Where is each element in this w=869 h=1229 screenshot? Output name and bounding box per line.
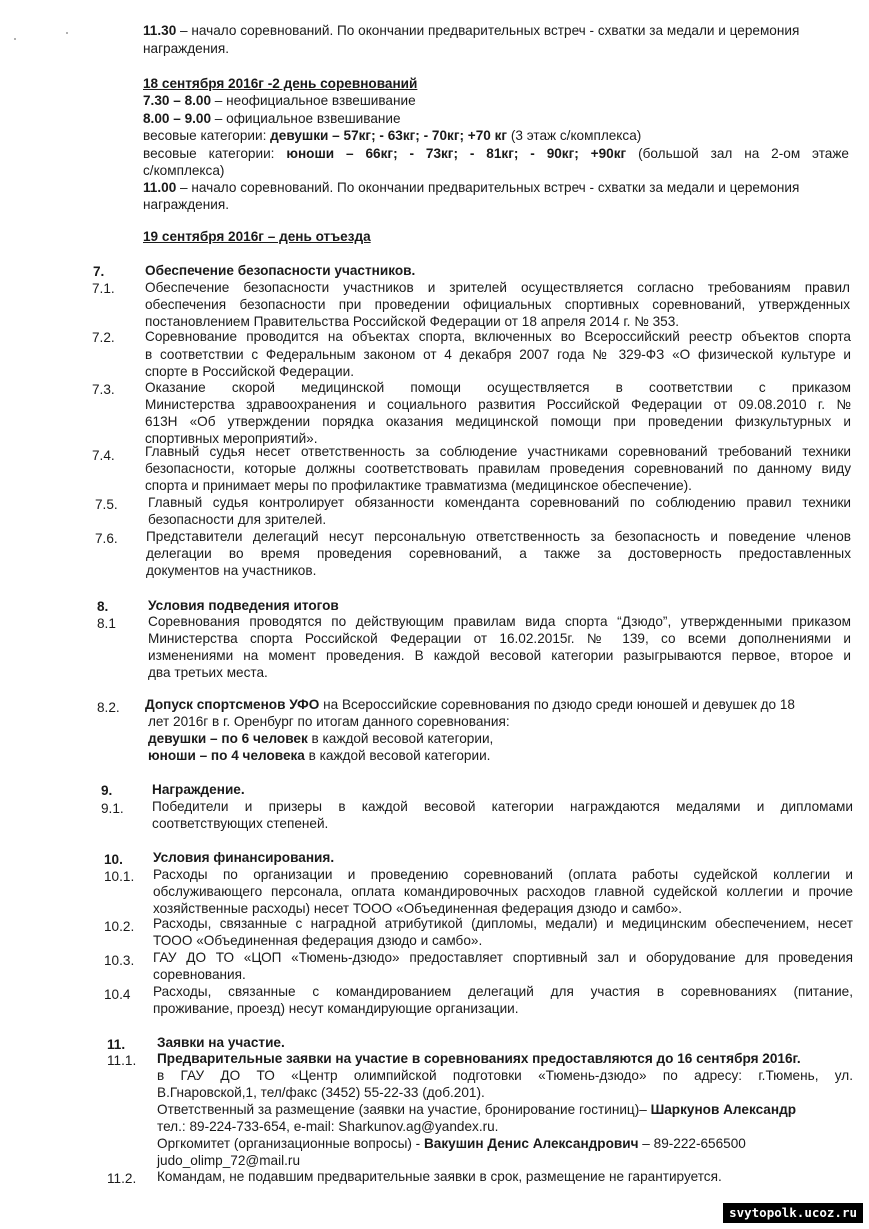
day2-start-text: – начало соревнований. По окончании предварительных встреч - схватки за медали и церемония: [176, 180, 800, 195]
item-7-6-line: делегации во время проведения соревнований, а также за достоверность предоставленных: [146, 546, 851, 561]
site-watermark: svytopolk.ucoz.ru: [723, 1203, 863, 1223]
day2-boys-categories-line2: с/комплекса): [143, 163, 225, 178]
responsible-name: Шаркунов Александр: [650, 1102, 797, 1117]
girls-weights: девушки – 57кг; - 63кг; - 70кг; +70 кг: [270, 128, 508, 143]
item-11-1-number: 11.1.: [107, 1053, 137, 1068]
item-10-1-line: хозяйственные расходы) несет ТООО «Объединенная федерация дзюдо и самбо».: [153, 901, 683, 916]
day1-start-text: – начало соревнований. По окончании предварительных встреч - схватки за медали и церемония: [176, 23, 800, 38]
section-9-title: Награждение.: [152, 782, 245, 797]
item-7-3-line: Оказание скорой медицинской помощи осуществляется в соответствии с приказом: [145, 380, 851, 395]
item-11-1-responsible: [157, 1101, 796, 1118]
item-11-1-deadline: Предварительные заявки на участие в соревнованиях предоставляются до 16 сентября 2016г.: [157, 1051, 801, 1066]
day2-start-time: 11.00: [143, 180, 177, 195]
item-11-1-orgcommittee: [157, 1135, 746, 1152]
day2-boys-categories: [143, 145, 849, 162]
responsible-prefix: Ответственный за размещение (заявки на участие, бронирование гостиниц)–: [157, 1102, 651, 1117]
orgcommittee-name: Вакушин Денис Александрович: [423, 1136, 639, 1151]
item-8-1-line: Соревнования проводятся по действующим правилам вида спорта “Дзюдо”, утвержденными приказом: [148, 614, 851, 629]
item-9-1-number: 9.1.: [101, 801, 124, 816]
item-8-2-boys-quota: [148, 747, 490, 764]
girls-quota: девушки – по 6 человек: [148, 731, 308, 746]
section-9-number: 9.: [101, 783, 113, 798]
day2-official-weighin: [143, 110, 401, 127]
item-9-1-line: соответствующих степеней.: [152, 816, 329, 831]
item-7-4-line: безопасности, которые должны соответствовать правилам проведения соревнований по данному виду: [145, 461, 851, 476]
item-10-2-number: 10.2.: [104, 919, 135, 934]
item-11-1-orgcommittee-email: judo_olimp_72@mail.ru: [157, 1153, 301, 1168]
item-8-2-girls-quota: [148, 730, 493, 747]
unofficial-time: 7.30 – 8.00: [143, 93, 212, 108]
item-8-1-line: Министерства спорта Российской Федерации от 16.02.2015г. № 139, со всеми дополнениями и: [148, 631, 851, 646]
item-8-1-line: два третьих места.: [148, 665, 268, 680]
item-7-4-line: Главный судья несет ответственность за соблюдение участниками соревнований требований техники: [145, 444, 851, 459]
unofficial-text: – неофициальное взвешивание: [211, 93, 416, 108]
item-7-4-line: спорта и принимает меры по профилактике травматизма (медицинское обеспечение).: [145, 478, 692, 493]
scan-speck: [66, 32, 68, 34]
item-11-2-text: Командам, не подавшим предварительные заявки в срок, размещение не гарантируется.: [157, 1169, 722, 1184]
official-text: – официальное взвешивание: [211, 111, 401, 126]
day2-heading: 18 сентября 2016г -2 день соревнований: [143, 76, 418, 91]
item-7-1-line: Обеспечение безопасности участников и зрителей осуществляется согласно требованиям правил: [145, 280, 850, 295]
item-8-2-number: 8.2.: [97, 700, 120, 715]
official-time: 8.00 – 9.00: [143, 111, 212, 126]
day2-start-line: [143, 179, 799, 196]
item-7-6-number: 7.6.: [95, 531, 118, 546]
day1-start-line2: награждения.: [143, 41, 229, 56]
item-7-3-line: спортивных мероприятий».: [145, 431, 318, 446]
section-7-number: 7.: [93, 264, 105, 279]
item-11-1-responsible-contact: тел.: 89-224-733-654, e-mail: Sharkunov.ag@yandex.ru.: [157, 1119, 499, 1134]
section-8-title: Условия подведения итогов: [148, 598, 339, 613]
boys-prefix: весовые категории:: [143, 146, 287, 161]
item-7-2-line: Соревнование проводится на объектах спорта, включенных во Всероссийский реестр объектов спорта: [145, 329, 851, 344]
item-8-1-line: изменениями на момент проведения. В каждой весовой категории разыгрываются первое, второе и: [148, 648, 851, 663]
orgcommittee-phone: – 89-222-656500: [638, 1136, 746, 1151]
orgcommittee-prefix: Оргкомитет (организационные вопросы) -: [157, 1136, 424, 1151]
day1-start-line: [143, 22, 799, 39]
boys-quota: юноши – по 4 человека: [148, 748, 305, 763]
scan-speck: [14, 38, 16, 40]
item-7-2-line: в соответствии с Федеральным законом от 4 декабря 2007 года № 329-ФЗ «О физической культуре и: [145, 347, 851, 362]
boys-weights: юноши – 66кг; - 73кг; - 81кг; - 90кг; +90кг: [286, 146, 627, 161]
item-7-3-number: 7.3.: [92, 382, 115, 397]
section-11-title: Заявки на участие.: [157, 1035, 285, 1050]
item-7-3-line: 613Н «Об утверждении порядка оказания медицинской помощи при проведении физкультурных и: [145, 414, 851, 429]
item-7-5-number: 7.5.: [95, 497, 118, 512]
item-10-3-line: соревнования.: [153, 967, 246, 982]
item-10-2-line: Расходы, связанные с наградной атрибутикой (дипломы, медали) и медицинским обеспечением, несет: [153, 916, 853, 931]
item-7-2-line: спорте в Российской Федерации.: [145, 364, 354, 379]
item-8-2-line1: [145, 696, 795, 713]
girls-prefix: весовые категории:: [143, 128, 271, 143]
item-9-1-line: Победители и призеры в каждой весовой категории награждаются медалями и дипломами: [152, 799, 853, 814]
day3-heading: 19 сентября 2016г – день отъезда: [143, 229, 371, 244]
item-7-1-line: постановлением Правительства Российской Федерации от 18 апреля 2014 г. № 353.: [145, 314, 680, 329]
item-10-1-line: обслуживающего персонала, оплата командировочных расходов главной судейской коллегии и прочие: [153, 884, 853, 899]
item-10-1-number: 10.1.: [104, 869, 135, 884]
section-10-number: 10.: [104, 852, 123, 867]
boys-venue: (большой зал на 2-ом этаже: [626, 146, 849, 161]
day2-unofficial-weighin: [143, 92, 416, 109]
item-8-2-line2: лет 2016г в г. Оренбург по итогам данного соревнования:: [148, 714, 510, 729]
ufo-admission-text: на Всероссийские соревнования по дзюдо среди юношей и девушек до 18: [319, 697, 795, 712]
item-11-2-number: 11.2.: [107, 1171, 137, 1186]
item-7-4-number: 7.4.: [92, 448, 115, 463]
girls-quota-text: в каждой весовой категории,: [307, 731, 494, 746]
item-7-5-line: безопасности для зрителей.: [148, 512, 327, 527]
section-8-number: 8.: [97, 599, 109, 614]
item-7-6-line: документов на участников.: [146, 563, 317, 578]
ufo-admission-lead: Допуск спортсменов УФО: [145, 697, 320, 712]
item-11-1-address2: В.Гнаровской,1, тел/факс (3452) 55-22-33 (доб.201).: [157, 1085, 485, 1100]
day2-girls-categories: [143, 127, 641, 144]
item-10-4-line: Расходы, связанные с командированием делегаций для участия в соревнованиях (питание,: [153, 984, 853, 999]
item-7-1-line: обеспечения безопасности при проведении официальных спортивных соревнований, утвержденных: [145, 297, 850, 312]
item-11-1-address: в ГАУ ДО ТО «Центр олимпийской подготовки «Тюмень-дзюдо» по адресу: г.Тюмень, ул.: [157, 1068, 853, 1083]
item-10-2-line: ТООО «Объединенная федерация дзюдо и самбо».: [153, 933, 483, 948]
section-10-title: Условия финансирования.: [153, 850, 335, 865]
section-11-number: 11.: [107, 1037, 126, 1052]
item-10-3-number: 10.3.: [104, 953, 135, 968]
day1-start-time: 11.30: [143, 23, 177, 38]
item-7-2-number: 7.2.: [92, 330, 115, 345]
section-7-title: Обеспечение безопасности участников.: [145, 263, 416, 278]
boys-quota-text: в каждой весовой категории.: [304, 748, 491, 763]
item-8-1-number: 8.1: [97, 616, 116, 631]
item-10-4-number: 10.4: [104, 987, 131, 1002]
item-10-4-line: проживание, проезд) несут командирующие организации.: [153, 1001, 519, 1016]
item-7-6-line: Представители делегаций несут персональную ответственность за безопасность и поведение членов: [146, 529, 851, 544]
item-10-3-line: ГАУ ДО ТО «ЦОП «Тюмень-дзюдо» предоставляет спортивный зал и оборудование для проведения: [153, 950, 853, 965]
item-10-1-line: Расходы по организации и проведению соревнований (оплата работы судейской коллегии и: [153, 867, 853, 882]
item-7-5-line: Главный судья контролирует обязанности коменданта соревнований по соблюдению правил техники: [148, 495, 851, 510]
item-7-1-number: 7.1.: [92, 281, 115, 296]
day2-start-line2: награждения.: [143, 197, 229, 212]
item-7-3-line: Министерства здравоохранения и социального развития Российской Федерации от 09.08.2010 г. №: [145, 397, 851, 412]
girls-venue: (3 этаж с/комплекса): [507, 128, 642, 143]
